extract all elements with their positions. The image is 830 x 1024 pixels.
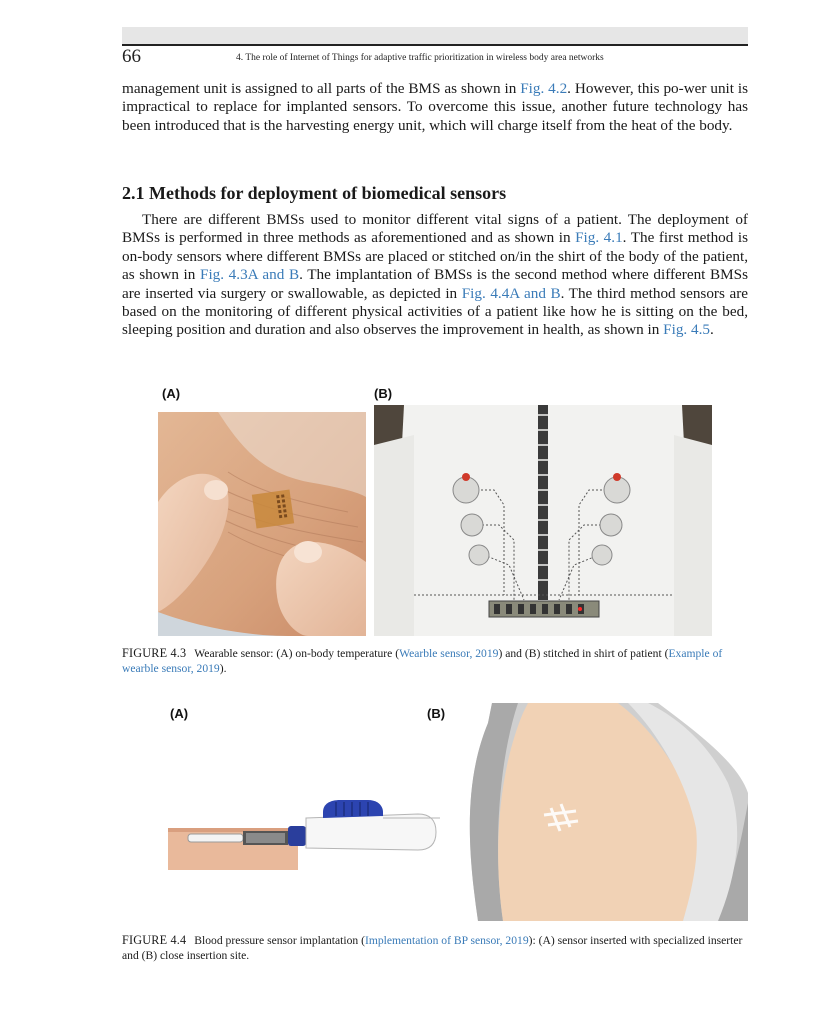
- fig-4-5-link[interactable]: Fig. 4.5: [663, 321, 711, 339]
- fig-4-1-link[interactable]: Fig. 4.1: [575, 229, 623, 247]
- fig43-image-b-shirt-sensors: [374, 405, 712, 636]
- header-bar: [122, 27, 748, 46]
- fig44-label-a: (A): [170, 706, 189, 721]
- skin-sensor-illustration: [158, 412, 366, 636]
- paragraph-deployment-methods: There are different BMSs used to monitor different vital signs of a patient. The deployment of BMSs is performed in three methods as aforementioned and as shown in Fig. 4.1. The first method is on-body sensors where different BMSs are placed or stitched on/in the shirt of the body of the patient, as shown in Fig. 4.3A and B. The implantation of BMSs is the second method where different BMSs are inserted via surgery or swallowable, as depicted in Fig. 4.4A and B. The third method sensors are based on the monitoring of different physical activities of a patient like how he is sitting on the bed, sleeping position and duration and also observes the improvement in health, as shown in Fig. 4.5.: [122, 211, 749, 339]
- figure-4-3-caption: FIGURE 4.3 Wearable sensor: (A) on-body temperature (Wearble sensor, 2019) and (B) stitched in shirt of patient (Example of wearble sensor, 2019).: [122, 646, 723, 675]
- fig-4-3-link[interactable]: Fig. 4.3A and B: [200, 266, 300, 284]
- fig44-image-a-inserter: [168, 798, 440, 870]
- shirt-sensors-illustration: [374, 405, 712, 636]
- wearble-sensor-citation[interactable]: Wearble sensor, 2019: [399, 647, 499, 660]
- fig44-label-b: (B): [427, 706, 446, 721]
- fig-4-4-link[interactable]: Fig. 4.4A and B: [461, 284, 561, 302]
- fig43-label-a: (A): [162, 386, 181, 401]
- example-wearble-sensor-citation[interactable]: Example of wearble sensor, 2019: [122, 647, 723, 675]
- paragraph-power-unit: management unit is assigned to all parts of the BMS as shown in Fig. 4.2. However, this po-wer unit is impractical to replace for implanted sensors. To overcome this issue, another future technology has been introduced that is the harvesting energy unit, which will charge itself from the heat of the body.: [122, 80, 749, 134]
- fig43-image-a-skin-sensor: [158, 412, 366, 636]
- fig43-label-b: (B): [374, 386, 393, 401]
- fig-4-2-link[interactable]: Fig. 4.2: [520, 80, 568, 97]
- inserter-illustration: [168, 798, 440, 870]
- running-head: 4. The role of Internet of Things for adaptive traffic prioritization in wireless body area networks: [236, 53, 604, 63]
- fig44-image-b-insertion-site: [458, 703, 748, 921]
- page-number: 66: [122, 46, 141, 67]
- section-title: 2.1 Methods for deployment of biomedical sensors: [122, 183, 507, 203]
- bp-sensor-citation[interactable]: Implementation of BP sensor, 2019: [364, 934, 529, 947]
- insertion-site-illustration: [458, 703, 748, 921]
- figure-4-4-caption: FIGURE 4.4 Blood pressure sensor implantation (Implementation of BP sensor, 2019): (A) sensor inserted with specialized inserter and (B) close insertion site.: [122, 933, 743, 962]
